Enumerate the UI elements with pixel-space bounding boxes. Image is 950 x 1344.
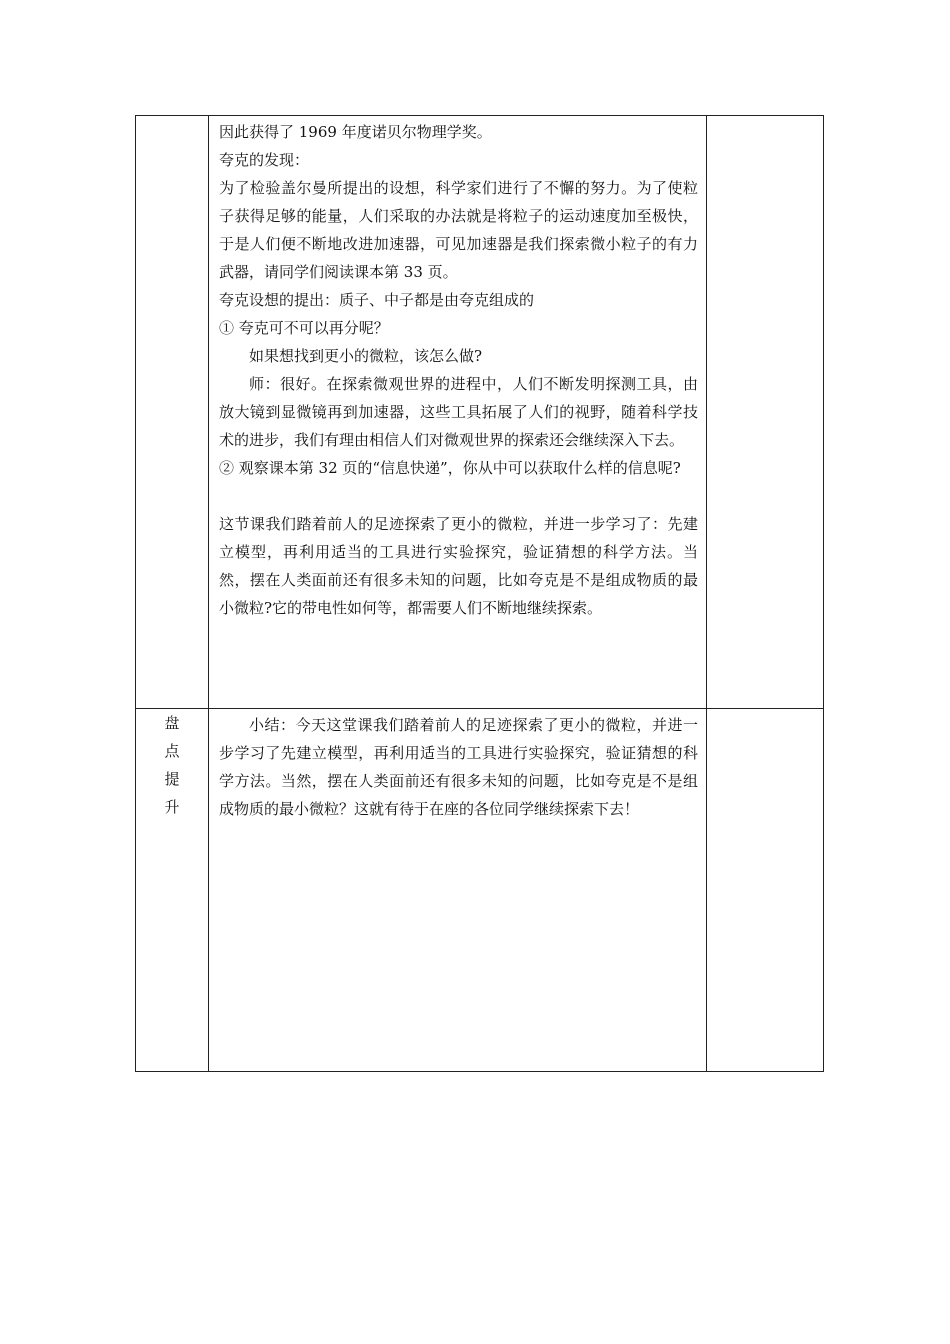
paragraph: 夸克设想的提出：质子、中子都是由夸克组成的 xyxy=(219,291,535,309)
notes-cell xyxy=(707,116,824,709)
paragraph: 如果想找到更小的微粒，该怎么做? xyxy=(249,347,483,365)
notes-cell xyxy=(707,709,824,1072)
question-item: ① 夸克可不可以再分呢？ xyxy=(219,319,389,337)
paragraph: 这节课我们踏着前人的足迹探索了更小的微粒，并进一步学习了：先建立模型，再利用适当的工具进行实验探究，验证猜想的科学方法。当然，摆在人类面前还有很多未知的问题，比如夸克是不是组成物质的最小微粒?它的带电性如何等，都需要人们不断地继续探索。 xyxy=(219,515,698,617)
summary-paragraph: 小结：今天这堂课我们踏着前人的足迹探索了更小的微粒，并进一步学习了先建立模型，再利用适当的工具进行实验探究，验证猜想的科学方法。当然，摆在人类面前还有很多未知的问题，比如夸克是不是组成物质的最小微粒？这就有待于在座的各位同学继续探索下去！ xyxy=(219,716,698,818)
lesson-table xyxy=(135,115,824,1072)
question-item: ② 观察课本第 32 页的“信息快递”，你从中可以获取什么样的信息呢? xyxy=(219,459,681,477)
paragraph: 师：很好。在探索微观世界的进程中，人们不断发明探测工具，由放大镜到显微镜再到加速器，这些工具拓展了人们的视野，随着科学技术的进步，我们有理由相信人们对微观世界的探索还会继续深入下去。 xyxy=(219,375,698,449)
content-cell xyxy=(209,709,707,1072)
section-label: 盘 点 提 升 xyxy=(164,714,180,816)
paragraph: 因此获得了 1969 年度诺贝尔物理学奖。 xyxy=(219,123,492,141)
paragraph: 为了检验盖尔曼所提出的设想，科学家们进行了不懈的努力。为了使粒子获得足够的能量，人们采取的办法就是将粒子的运动速度加至极快，于是人们便不断地改进加速器，可见加速器是我们探索微小粒子的有力武器，请同学们阅读课本第 33 页。 xyxy=(219,179,698,281)
content-cell xyxy=(209,116,707,709)
paragraph: 夸克的发现： xyxy=(219,151,310,169)
spacer xyxy=(219,482,698,510)
section-label-cell xyxy=(136,709,209,1072)
table-row xyxy=(136,709,824,1072)
table-row xyxy=(136,116,824,709)
section-label-cell xyxy=(136,116,209,709)
